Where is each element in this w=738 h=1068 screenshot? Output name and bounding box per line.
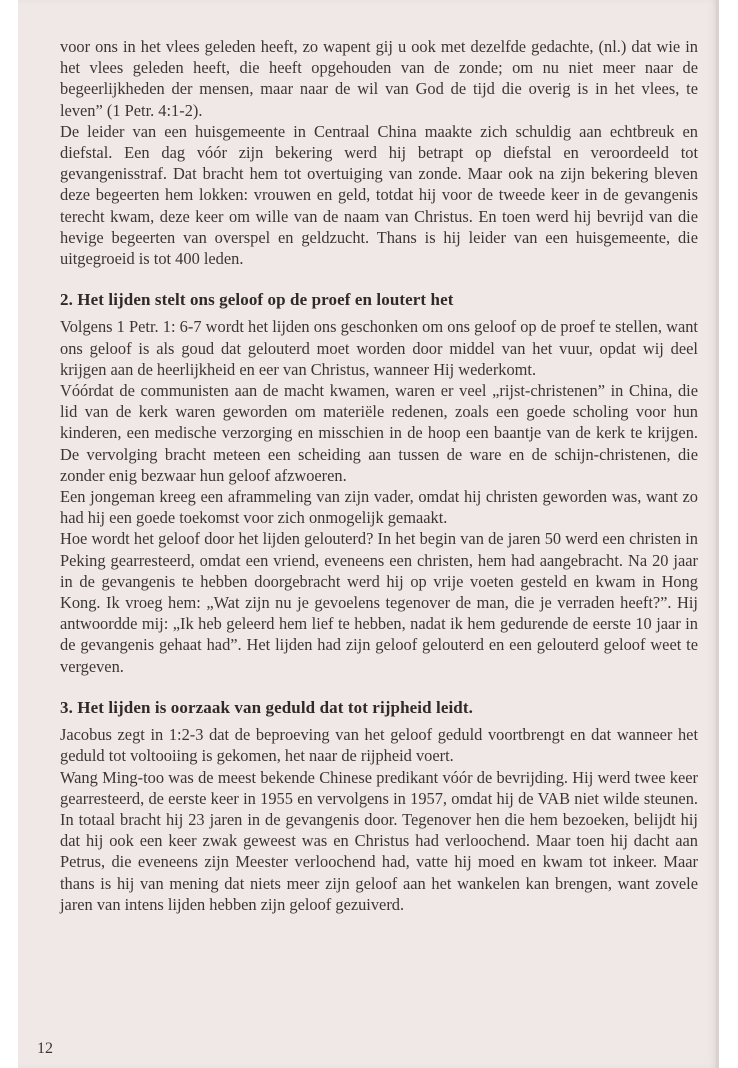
paragraph-house-church-leader: De leider van een huisgemeente in Centraal China maakte zich schuldig aan echtbreuk en diefstal. Een dag vóór zijn bekering werd hij betrapt op diefstal en veroordeeld tot gevangenisstraf. Dat bracht hem tot overtuiging van zonde. Maar ook na zijn bekering bleven deze begeerten hem lokken: vrouwen en geld, totdat hij voor de tweede keer in de gevangenis terecht kwam, deze keer om wille van de naam van Christus. En toen werd hij bevrijd van die hevige begeerten van overspel en geldzucht. Thans is hij leider van een huisgemeente, die uitgegroeid is tot 400 leden. [60,121,698,269]
paragraph-rice-christians: Vóórdat de communisten aan de macht kwamen, waren er veel „rijst-christenen” in China, die lid van de kerk waren geworden om materiële redenen, zoals een goede scholing voor hun kinderen, een medische verzorging en misschien in de hoop een baantje van de kerk te krijgen. De vervolging bracht meteen een scheiding aan tussen de ware en de schijn-christenen, die zonder enig bezwaar hun geloof afzwoeren. [60,381,698,485]
paragraph-young-man: Een jongeman kreeg een aframmeling van zijn vader, omdat hij christen geworden was, want zo had hij een goede toekomst voor zich onmogelijk gemaakt. [60,487,698,528]
page-edge-shadow [716,0,719,1068]
book-page [18,0,718,1068]
paragraph-peking-christian: Hoe wordt het geloof door het lijden gelouterd? In het begin van de jaren 50 werd een christen in Peking gearresteerd, omdat een vriend, eveneens een christen, hem had aangebracht. Na 20 jaar in de gevangenis te hebben doorgebracht werd hij op vrije voeten gesteld en kwam in Hong Kong. Ik vroeg hem: „Wat zijn nu je gevoelens tegenover de man, die je verraden heeft?”. Hij antwoordde mij: „Ik heb geleerd hem lief te hebben, nadat ik hem gedurende de eerste 10 jaar in de gevangenis gehaat had”. Het lijden had zijn geloof gelouterd en een gelouterd geloof weet te vergeven. [60,529,698,676]
paragraph-scripture-quote: voor ons in het vlees geleden heeft, zo wapent gij u ook met dezelfde gedachte, (nl.) dat wie in het vlees geleden heeft, die heeft opgehouden van de zonde; om nu niet meer naar de begeerlijkheden der mensen, maar naar de wil van God de tijd die overig is in het vlees, te leven” (1 Petr. 4:1-2). [60,37,698,120]
page-number: 12 [37,1040,53,1057]
paragraph-wang-ming-too: Wang Ming-too was de meest bekende Chinese predikant vóór de bevrijding. Hij werd twee keer gearresteerd, de eerste keer in 1955 en vervolgens in 1957, omdat hij de VAB niet wilde steunen. In totaal bracht hij 23 jaren in de gevangenis door. Tegenover hen die hem bezoeken, belijdt hij dat hij ook een keer zwak geweest was en Christus had verloochend. Maar toen hij dacht aan Petrus, die eveneens zijn Meester verloochend had, vatte hij moed en kwam tot inkeer. Maar thans is hij van mening dat niets meer zijn geloof aan het wankelen kan brengen, want zovele jaren van intens lijden hebben zijn geloof gezuiverd. [60,767,698,914]
paragraph-james-patience: Jacobus zegt in 1:2-3 dat de beproeving van het geloof geduld voortbrengt en dat wanneer het geduld tot voltooiing is gekomen, het naar de rijpheid voert. [60,725,698,766]
page-body-text [60,36,698,915]
section-heading-3: 3. Het lijden is oorzaak van geduld dat tot rijpheid leidt. [60,697,473,717]
section-heading-2: 2. Het lijden stelt ons geloof op de proef en loutert het [60,290,454,310]
paragraph-peter-trial: Volgens 1 Petr. 1: 6-7 wordt het lijden ons geschonken om ons geloof op de proef te stellen, want ons geloof is als goud dat gelouterd moet worden door middel van het vuur, opdat wij deel krijgen aan de heerlijkheid en eer van Christus, wanneer Hij wederkomt. [60,317,698,379]
